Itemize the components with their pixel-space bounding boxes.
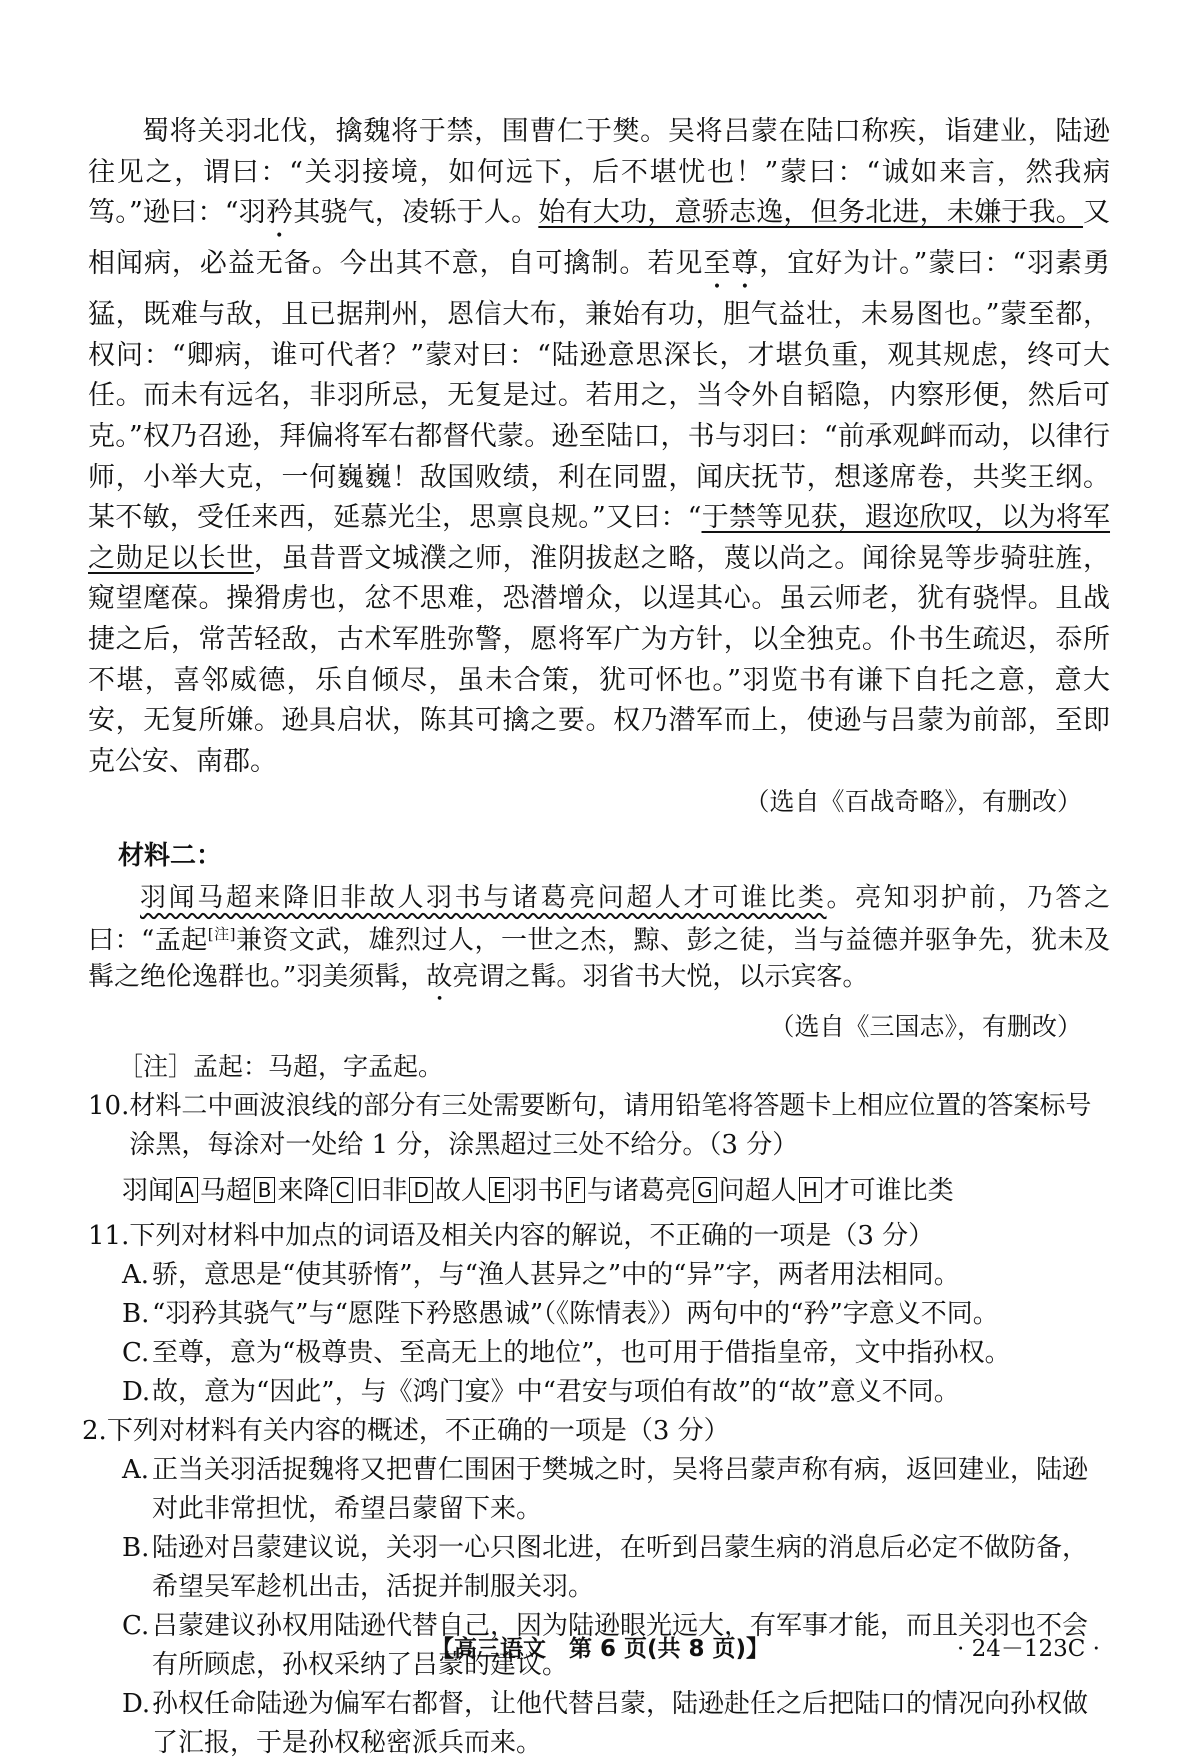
option-b[interactable]: B. “羽矜其骁气”与“愿陛下矜愍愚诚”（《陈情表》）两句中的“矜”字意义不同。 — [122, 1298, 999, 1329]
question-stem: 材料二中画波浪线的部分有三处需要断句，请用铅笔将答题卡上相应位置的答案标号涂黑，每涂对一处给 1 分，涂黑超过三处不给分。（3 分） — [129, 1090, 1092, 1160]
note-marker: [注] — [207, 925, 236, 944]
option-d[interactable]: D. 孙权任命陆逊为偏军右都督，让他代替吕蒙，陆逊赴任之后把陆口的情况向孙权做了汇报，于是孙权秘密派兵而来。 — [122, 1688, 1089, 1758]
option-a[interactable]: A. 骄，意思是“使其骄惰”，与“渔人甚异之”中的“异”字，两者用法相同。 — [122, 1259, 960, 1290]
question-10 — [88, 1087, 1110, 1165]
question-stem: 下列对材料中加点的词语及相关内容的解说，不正确的一项是（3 分） — [129, 1220, 935, 1251]
option-b[interactable]: B. 陆逊对吕蒙建议说，关羽一心只图北进，在听到吕蒙生病的消息后必定不做防备，希望吴军趁机出击，活捉并制服关羽。 — [122, 1532, 1089, 1602]
break-mark-e[interactable]: E — [489, 1177, 510, 1203]
underlined-sentence-2: 于禁等见获，遐迩欣叹，以为将军之勋足以长世 — [88, 502, 1111, 574]
break-mark-h[interactable]: H — [799, 1177, 822, 1203]
option-a[interactable]: A. 正当关羽活捉魏将又把曹仁围困于樊城之时，吴将吕蒙声称有病，返回建业，陆逊对此非常担忧，希望吕蒙留下来。 — [122, 1454, 1089, 1524]
dotted-word-zhizun: 至尊 — [703, 248, 760, 280]
break-mark-g[interactable]: G — [693, 1177, 717, 1203]
break-mark-b[interactable]: B — [254, 1177, 276, 1203]
dotted-word-gu: 故 — [426, 961, 453, 992]
option-c[interactable]: C. 至尊，意为“极尊贵、至高无上的地位”，也可用于借指皇帝，文中指孙权。 — [122, 1337, 1011, 1368]
exam-code: · 24－123C · — [956, 1636, 1100, 1662]
underlined-sentence-1: 始有大功，意骄志逸，但务北进，未嫌于我。 — [538, 197, 1084, 229]
question-stem: 下列对材料有关内容的概述，不正确的一项是（3 分） — [106, 1415, 730, 1446]
break-mark-d[interactable]: D — [409, 1177, 432, 1203]
page-number-label: 【高三语文 第 6 页(共 8 页)】 — [430, 1636, 770, 1662]
question-number: 10. — [88, 1090, 130, 1121]
break-mark-c[interactable]: C — [331, 1177, 353, 1203]
question-number: 11. — [88, 1220, 130, 1251]
dotted-word-jin: 矜 — [265, 197, 294, 229]
question-11 — [88, 1217, 1110, 1256]
annotation-note: ［注］孟起：马超，字孟起。 — [118, 1051, 444, 1081]
wavy-underlined-text: 羽闻马超来降旧非故人羽书与诸葛亮问超人才可谁比类 — [140, 883, 827, 914]
sentence-break-options: 羽闻 A 马超 B 来降 C 旧非 D 故人 E 羽书 F 与诸葛亮 G 问超人 H 才可谁比类 — [122, 1175, 954, 1206]
source-citation-2: （选自《三国志》，有删改） — [769, 1011, 1082, 1041]
material-one-passage: 蜀将关羽北伐，擒魏将于禁，围曹仁于樊。吴将吕蒙在陆口称疾，诣建业，陆逊往见之，谓曰：“关羽接境，如何远下，后不堪忧也！”蒙曰：“诚如来言，然我病笃。”逊曰：“羽矜其骁气，凌轹于人。始有大功，意骄志逸，但务北进，未嫌于我。又相闻病，必益无备。今出其不意，自可擒制。若见至尊，宜好为计。”蒙曰：“羽素勇猛，既难与敌，且已据荆州，恩信大布，兼始有功，胆气益壮，未易图也。”蒙至都，权问：“卿病，谁可代者？”蒙对曰：“陆逊意思深长，才堪负重，观其规虑，终可大任。而未有远名，非羽所忌，无复是过。若用之，当令外自韬隐，内察形便，然后可克。”权乃召逊，拜偏将军右都督代蒙。逊至陆口，书与羽曰：“前承观衅而动，以律行师，小举大克，一何巍巍！敌国败绩，利在同盟，闻庆抚节，想遂席卷，共奖王纲。某不敏，受任来西，延慕光尘，思禀良规。”又曰：“于禁等见获，遐迩欣叹，以为将军之勋足以长世，虽昔晋文城濮之师，淮阴拔赵之略，蔑以尚之。闻徐晃等步骑驻旌，窥望麾葆。操猾虏也，忿不思难，恐潜增众，以逞其心。虽云师老，犹有骁悍。且战捷之后，常苦轻敌，古术军胜弥警，愿将军广为方针，以全独克。仆书生疏迟，忝所不堪，喜邻威德，乐自倾尽，虽未合策，犹可怀也。”羽览书有谦下自托之意，意大安，无复所嫌。逊具启状，陈其可擒之要。权乃潜军而上，使逊与吕蒙为前部，至即克公安、南郡。 — [88, 116, 1111, 777]
source-citation-1: （选自《百战奇略》，有删改） — [744, 787, 1082, 817]
page-footer — [0, 1630, 1200, 1670]
question-12 — [82, 1412, 1110, 1451]
material-two-passage: 羽闻马超来降旧非故人羽书与诸葛亮问超人才可谁比类。亮知羽护前，乃答之曰：“孟起[注]兼资文武，雄烈过人，一世之杰，黥、彭之徒，当与益德并驱争先，犹未及髯之绝伦逸群也。”羽美须髯，故亮谓之髯。羽省书大悦，以示宾客。 — [88, 883, 1110, 992]
option-c[interactable]: C. 吕蒙建议孙权用陆逊代替自己，因为陆逊眼光远大，有军事才能，而且关羽也不会有所顾虑，孙权采纳了吕蒙的建议。 — [122, 1610, 1089, 1680]
break-mark-a[interactable]: A — [176, 1177, 198, 1203]
break-mark-f[interactable]: F — [566, 1177, 586, 1203]
option-d[interactable]: D. 故，意为“因此”，与《鸿门宴》中“君安与项伯有故”的“故”意义不同。 — [122, 1376, 960, 1407]
material-two-title: 材料二： — [118, 841, 223, 872]
question-number: 2. — [82, 1415, 107, 1446]
